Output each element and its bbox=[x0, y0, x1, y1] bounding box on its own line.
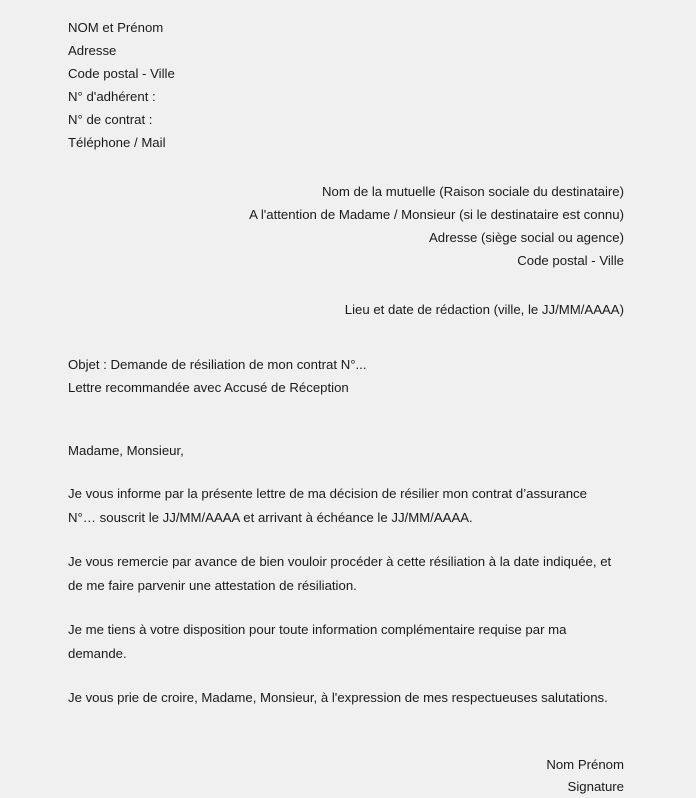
recipient-line: A l'attention de Madame / Monsieur (si le destinataire est connu) bbox=[249, 207, 624, 222]
body-paragraph-4 bbox=[68, 686, 620, 710]
body-paragraph-2 bbox=[68, 550, 620, 598]
paragraph-line: demande. bbox=[68, 646, 127, 661]
subject-line: Objet : Demande de résiliation de mon contrat N°... bbox=[68, 357, 367, 372]
body-paragraph-1 bbox=[68, 482, 620, 530]
paragraph-line: Je vous informe par la présente lettre de ma décision de résilier mon contrat d’assurance bbox=[68, 486, 587, 501]
sender-line: Code postal - Ville bbox=[68, 66, 175, 81]
salutation-block bbox=[68, 439, 626, 462]
recipient-line: Adresse (siège social ou agence) bbox=[429, 230, 624, 245]
paragraph-line: N°… souscrit le JJ/MM/AAAA et arrivant à échéance le JJ/MM/AAAA. bbox=[68, 510, 473, 525]
signature-label: Signature bbox=[567, 779, 624, 794]
signature-name: Nom Prénom bbox=[546, 757, 624, 772]
signature-block bbox=[68, 754, 626, 798]
place-and-date-block bbox=[68, 298, 626, 321]
sender-line: NOM et Prénom bbox=[68, 20, 164, 35]
paragraph-line: Je me tiens à votre disposition pour toute information complémentaire requise par ma bbox=[68, 622, 567, 637]
recipient-line: Code postal - Ville bbox=[517, 253, 624, 268]
sender-line: N° de contrat : bbox=[68, 112, 153, 127]
paragraph-line: Je vous remercie par avance de bien vouloir procéder à cette résiliation à la date indiquée, et bbox=[68, 554, 612, 569]
subject-block bbox=[68, 353, 626, 399]
paragraph-line: Je vous prie de croire, Madame, Monsieur, à l'expression de mes respectueuses salutations. bbox=[68, 690, 608, 705]
salutation-line: Madame, Monsieur, bbox=[68, 443, 184, 458]
sender-block bbox=[68, 16, 626, 154]
sender-line: N° d'adhérent : bbox=[68, 89, 156, 104]
sender-line: Adresse bbox=[68, 43, 117, 58]
place-and-date-line: Lieu et date de rédaction (ville, le JJ/MM/AAAA) bbox=[344, 302, 624, 317]
paragraph-line: de me faire parvenir une attestation de résiliation. bbox=[68, 578, 357, 593]
recipient-line: Nom de la mutuelle (Raison sociale du destinataire) bbox=[322, 184, 624, 199]
subject-delivery-line: Lettre recommandée avec Accusé de Réception bbox=[68, 380, 349, 395]
sender-line: Téléphone / Mail bbox=[68, 135, 166, 150]
body-paragraph-3 bbox=[68, 618, 620, 666]
recipient-block bbox=[68, 180, 626, 272]
